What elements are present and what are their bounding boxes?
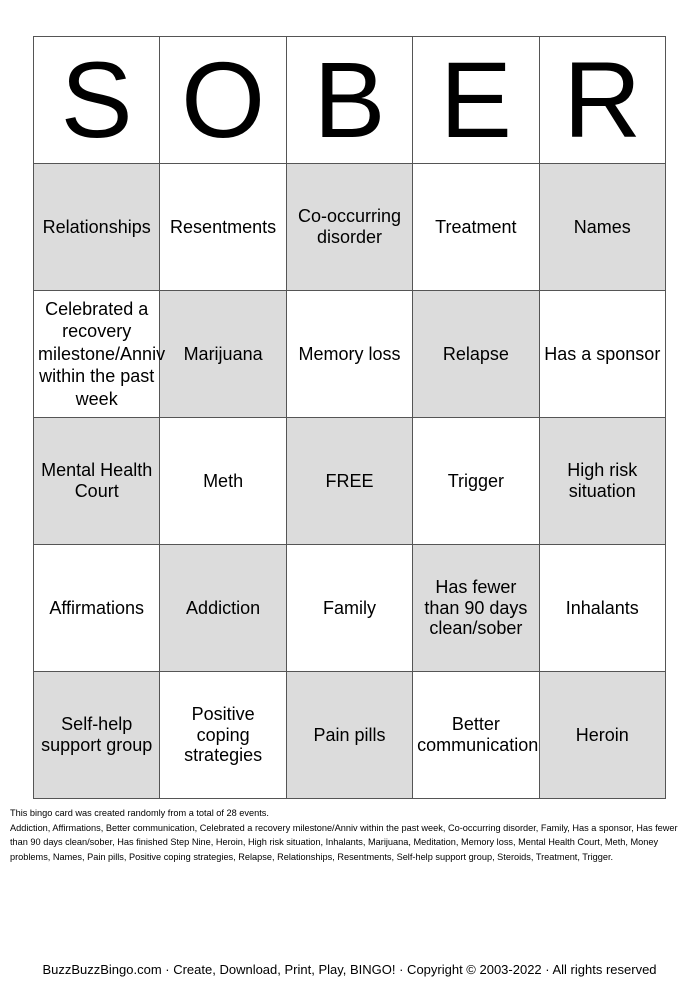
bingo-cell: Relationships bbox=[34, 164, 160, 291]
header-letter-s: S bbox=[34, 37, 160, 164]
bingo-cell: Relapse bbox=[413, 291, 539, 418]
bingo-cell: Meth bbox=[160, 418, 286, 545]
card-row-3 bbox=[34, 418, 666, 545]
card-info-summary: This bingo card was created randomly from a total of 28 events. bbox=[10, 808, 269, 818]
card-row-4 bbox=[34, 545, 666, 672]
card-row-1 bbox=[34, 164, 666, 291]
header-letter-e: E bbox=[413, 37, 539, 164]
bingo-cell: Better communication bbox=[413, 672, 539, 799]
bingo-cell: Self-help support group bbox=[34, 672, 160, 799]
header-letter-b: B bbox=[286, 37, 412, 164]
header-letter-o: O bbox=[160, 37, 286, 164]
bingo-cell: Trigger bbox=[413, 418, 539, 545]
bingo-cell: Memory loss bbox=[286, 291, 412, 418]
bingo-cell: Positive coping strategies bbox=[160, 672, 286, 799]
bingo-cell: Has fewer than 90 days clean/sober bbox=[413, 545, 539, 672]
site-footer: BuzzBuzzBingo.com · Create, Download, Print, Play, BINGO! · Copyright © 2003-2022 · All rights reserved bbox=[42, 962, 657, 977]
card-info bbox=[10, 806, 688, 864]
bingo-cell: Family bbox=[286, 545, 412, 672]
bingo-card bbox=[33, 36, 666, 799]
header-row bbox=[34, 37, 666, 164]
bingo-cell: Pain pills bbox=[286, 672, 412, 799]
bingo-cell: Marijuana bbox=[160, 291, 286, 418]
bingo-cell: Affirmations bbox=[34, 545, 160, 672]
card-info-event-list: Addiction, Affirmations, Better communication, Celebrated a recovery milestone/Anniv within the past week, Co-occurring disorder, Family, Has a sponsor, Has fewer than 90 days clean/sober, Has finished Step Nine, Heroin, High risk situation, Inhalants, Marijuana, Meditation, Memory loss, Mental Health Court, Meth, Money problems, Names, Pain pills, Positive coping strategies, Relapse, Relationships, Resentments, Self-help support group, Steroids, Treatment, Trigger. bbox=[10, 822, 678, 862]
card-row-2 bbox=[34, 291, 666, 418]
bingo-cell: Addiction bbox=[160, 545, 286, 672]
bingo-cell: Heroin bbox=[539, 672, 665, 799]
bingo-cell: Resentments bbox=[160, 164, 286, 291]
bingo-cell: Co-occurring disorder bbox=[286, 164, 412, 291]
free-cell: FREE bbox=[286, 418, 412, 545]
bingo-cell: Inhalants bbox=[539, 545, 665, 672]
bingo-cell: Has a sponsor bbox=[539, 291, 665, 418]
bingo-cell: Treatment bbox=[413, 164, 539, 291]
card-row-5 bbox=[34, 672, 666, 799]
bingo-cell: High risk situation bbox=[539, 418, 665, 545]
bingo-cell: Names bbox=[539, 164, 665, 291]
header-letter-r: R bbox=[539, 37, 665, 164]
bingo-cell: Mental Health Court bbox=[34, 418, 160, 545]
bingo-cell: Celebrated a recovery milestone/Anniv within the past week bbox=[34, 291, 160, 418]
